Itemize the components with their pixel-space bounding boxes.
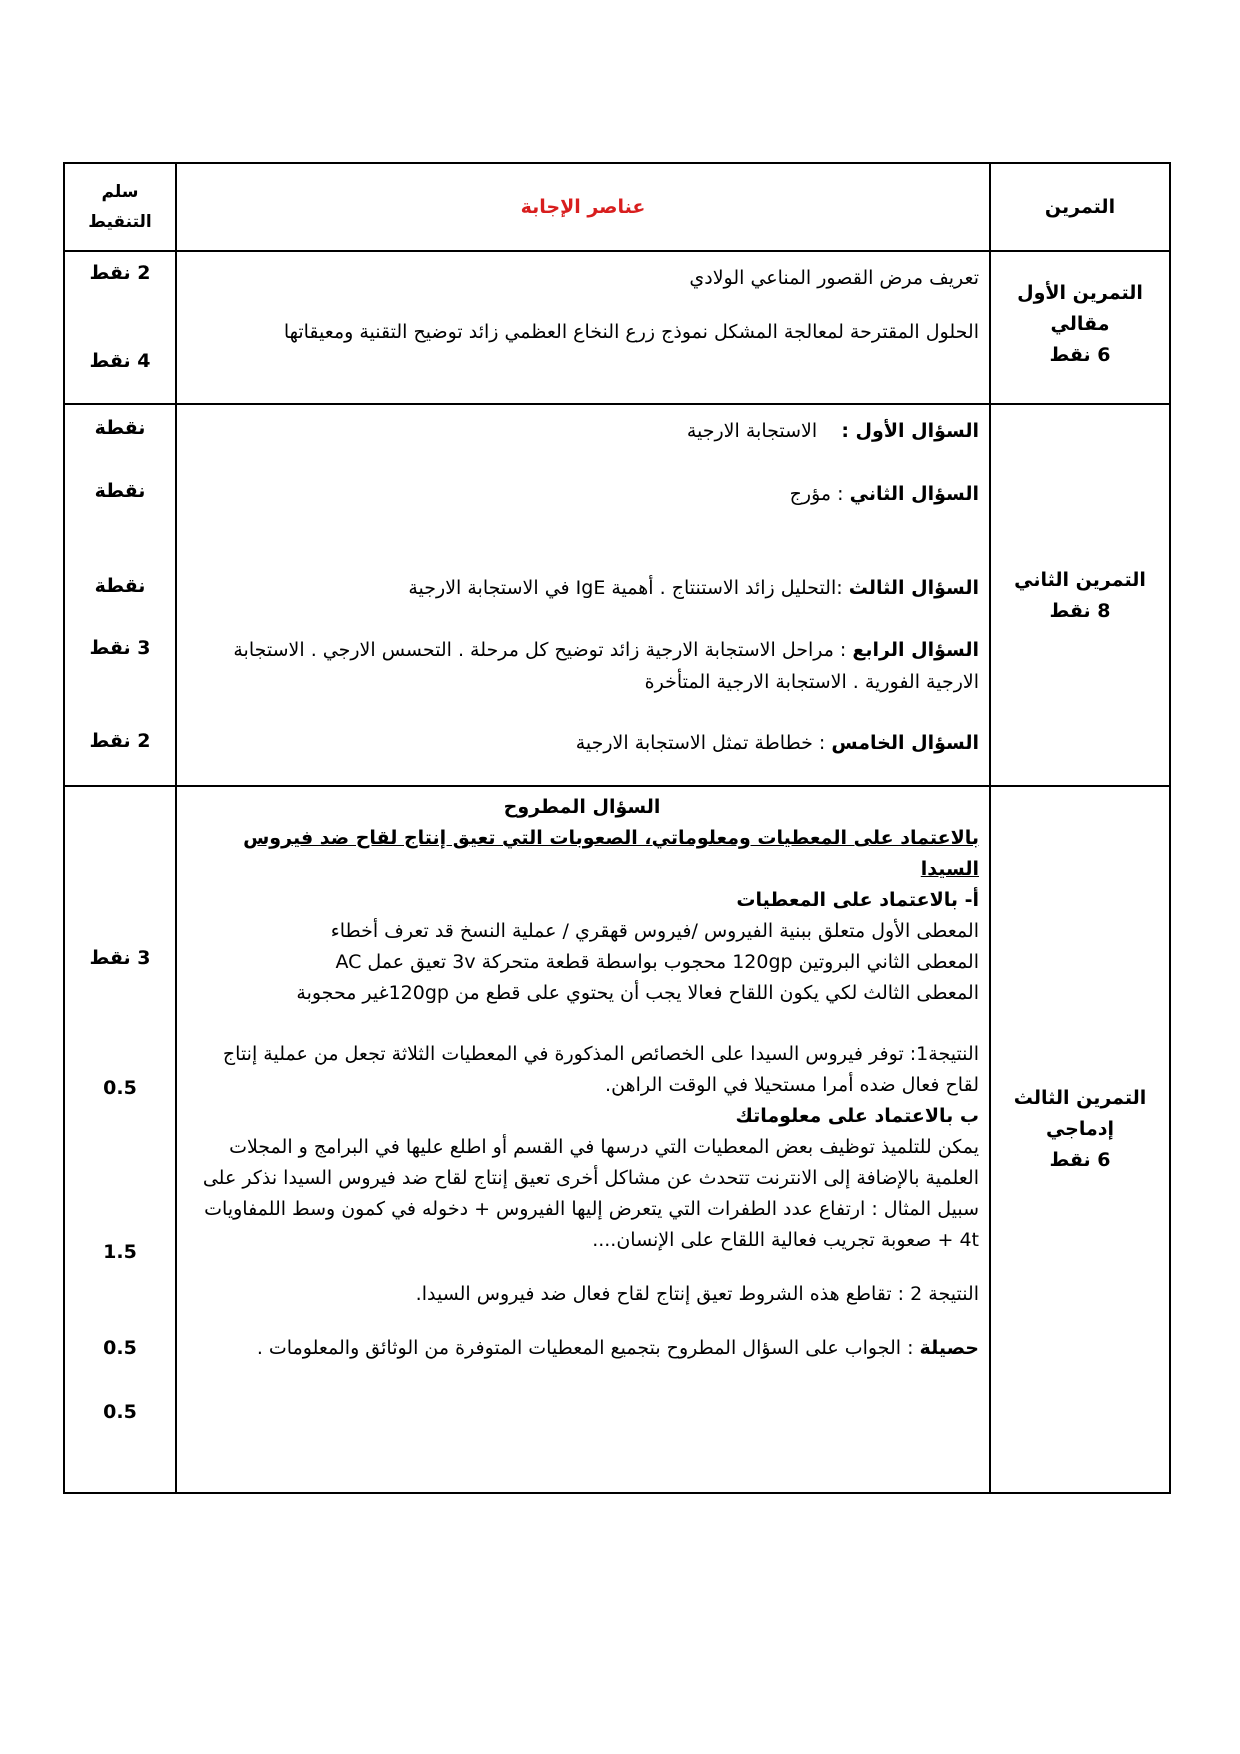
- exercise2-q5-text: : خطاطة تمثل الاستجابة الارجية: [575, 732, 826, 754]
- exercise1-line2: الحلول المقترحة لمعالجة المشكل نموذج زرع النخاع العظمي زائد توضيح التقنية ومعيقاتها: [283, 321, 979, 343]
- exercise3-point-3: 1.5: [103, 1241, 137, 1263]
- exercise2-points: [64, 404, 176, 786]
- header-grading-scale: [64, 163, 176, 251]
- header-grading-line1: سلم: [101, 182, 139, 202]
- exercise1-point-2: 4 نقط: [89, 350, 151, 372]
- exercise3-label: [990, 786, 1170, 1493]
- exercise2-q2-text: : مؤرج: [789, 483, 844, 505]
- exercise2-q4-text: : مراحل الاستجابة الارجية زائد توضيح كل مرحلة . التحسس الارجي . الاستجابة الارجية الفورية . الاستجابة الارجية المتأخرة: [233, 639, 979, 693]
- exercise2-q1: [185, 415, 979, 447]
- exercise2-answers: [176, 404, 990, 786]
- exercise3-info: يمكن للتلميذ توظيف بعض المعطيات التي درسها في القسم أو اطلع عليها في البرامج و المجلات العلمية بالإضافة إلى الانترنت تتحدث عن مشاكل أخرى تعيق إنتاج لقاح ضد فيروس السيدا نذكر على سبيل المثال : ارتفاع عدد الطفرات التي يتعرض إليها الفيروس + دخوله في كمون وسط اللمفاويات 4t + صعوبة تجريب فعالية اللقاح على الإنسان....: [202, 1136, 979, 1251]
- exercise3-point-5: 0.5: [103, 1401, 137, 1423]
- exercise1-line1: تعريف مرض القصور المناعي الولادي: [689, 267, 979, 289]
- header-grading-line2: التنقيط: [88, 212, 152, 232]
- exercise3-question: بالاعتماد على المعطيات ومعلوماتي، الصعوبات التي تعيق إنتاج لقاح ضد فيروس السيدا: [243, 827, 979, 880]
- answer-key-table: [63, 162, 1171, 1494]
- exercise3-type: إدماجي: [1045, 1118, 1115, 1140]
- exercise1-point-1: 2 نقط: [89, 262, 151, 284]
- exercise1-row: [64, 251, 1170, 404]
- exercise2-point-4: 3 نقط: [89, 637, 151, 659]
- exercise2-label: [990, 404, 1170, 786]
- exercise2-point-1: نقطة: [94, 417, 146, 439]
- exercise3-point-2: 0.5: [103, 1077, 137, 1099]
- exercise3-title: التمرين الثالث: [1013, 1087, 1147, 1109]
- exercise3-part-a: أ- بالاعتماد على المعطيات: [736, 889, 979, 911]
- header-answer-elements: عناصر الإجابة: [176, 163, 990, 251]
- exercise3-total: 6 نقط: [1049, 1149, 1111, 1171]
- exercise3-question-title: السؤال المطروح: [503, 796, 661, 818]
- exercise3-data1: المعطى الأول متعلق ببنية الفيروس /فيروس قهقري / عملية النسخ قد تعرف أخطاء: [330, 920, 979, 942]
- exercise2-q4-label: السؤال الرابع: [852, 639, 979, 661]
- exercise2-q1-text: الاستجابة الارجية: [686, 420, 818, 442]
- exercise1-total: 6 نقط: [1049, 344, 1111, 366]
- exercise2-q4: [185, 634, 979, 698]
- exercise3-data2: المعطى الثاني البروتين 120gp محجوب بواسطة قطعة متحركة 3v تعيق عمل AC: [335, 951, 979, 973]
- exercise3-point-4: 0.5: [103, 1337, 137, 1359]
- exercise2-q5-label: السؤال الخامس: [831, 732, 979, 754]
- exercise1-label: [990, 251, 1170, 404]
- exercise3-result1: النتيجة1: توفر فيروس السيدا على الخصائص المذكورة في المعطيات الثلاثة تجعل من عملية إنتاج لقاح فعال ضده أمرا مستحيلا في الوقت الراهن.: [222, 1043, 979, 1096]
- exercise3-data3: المعطى الثالث لكي يكون اللقاح فعالا يجب أن يحتوي على قطع من 120gpغير محجوبة: [296, 982, 979, 1004]
- header-row: [64, 163, 1170, 251]
- exercise3-part-b: ب بالاعتماد على معلوماتك: [735, 1105, 979, 1127]
- exercise3-summary-text: : الجواب على السؤال المطروح بتجميع المعطيات المتوفرة من الوثائق والمعلومات .: [256, 1337, 914, 1359]
- exercise2-q2: [185, 478, 979, 510]
- exercise1-points: [64, 251, 176, 404]
- header-exercise: التمرين: [990, 163, 1170, 251]
- exercise3-summary: [185, 1332, 979, 1364]
- exercise2-q1-label: السؤال الأول :: [841, 420, 979, 442]
- exercise2-q3-label: السؤال الثالث: [848, 577, 979, 599]
- exercise3-point-1: 3 نقط: [89, 947, 151, 969]
- exercise3-answers: [176, 786, 990, 1493]
- exercise2-q5: [185, 727, 979, 759]
- exercise1-type: مقالي: [1050, 313, 1110, 335]
- exercise2-q3: [185, 572, 979, 604]
- exercise1-title: التمرين الأول: [1017, 282, 1143, 304]
- exercise3-result2: النتيجة 2 : تقاطع هذه الشروط تعيق إنتاج لقاح فعال ضد فيروس السيدا.: [415, 1283, 979, 1305]
- exercise2-total: 8 نقط: [1049, 600, 1111, 622]
- exercise2-q2-label: السؤال الثاني: [849, 483, 979, 505]
- exercise1-answers: [176, 251, 990, 404]
- exercise3-points: [64, 786, 176, 1493]
- exercise2-point-3: نقطة: [94, 575, 146, 597]
- exercise2-row: [64, 404, 1170, 786]
- exercise3-row: [64, 786, 1170, 1493]
- exercise2-point-2: نقطة: [94, 480, 146, 502]
- exercise2-q3-text: :التحليل زائد الاستنتاج . أهمية IgE في الاستجابة الارجية: [408, 577, 843, 599]
- exercise2-point-5: 2 نقط: [89, 730, 151, 752]
- exercise3-summary-label: حصيلة: [919, 1337, 979, 1359]
- exercise2-title: التمرين الثاني: [1014, 569, 1146, 591]
